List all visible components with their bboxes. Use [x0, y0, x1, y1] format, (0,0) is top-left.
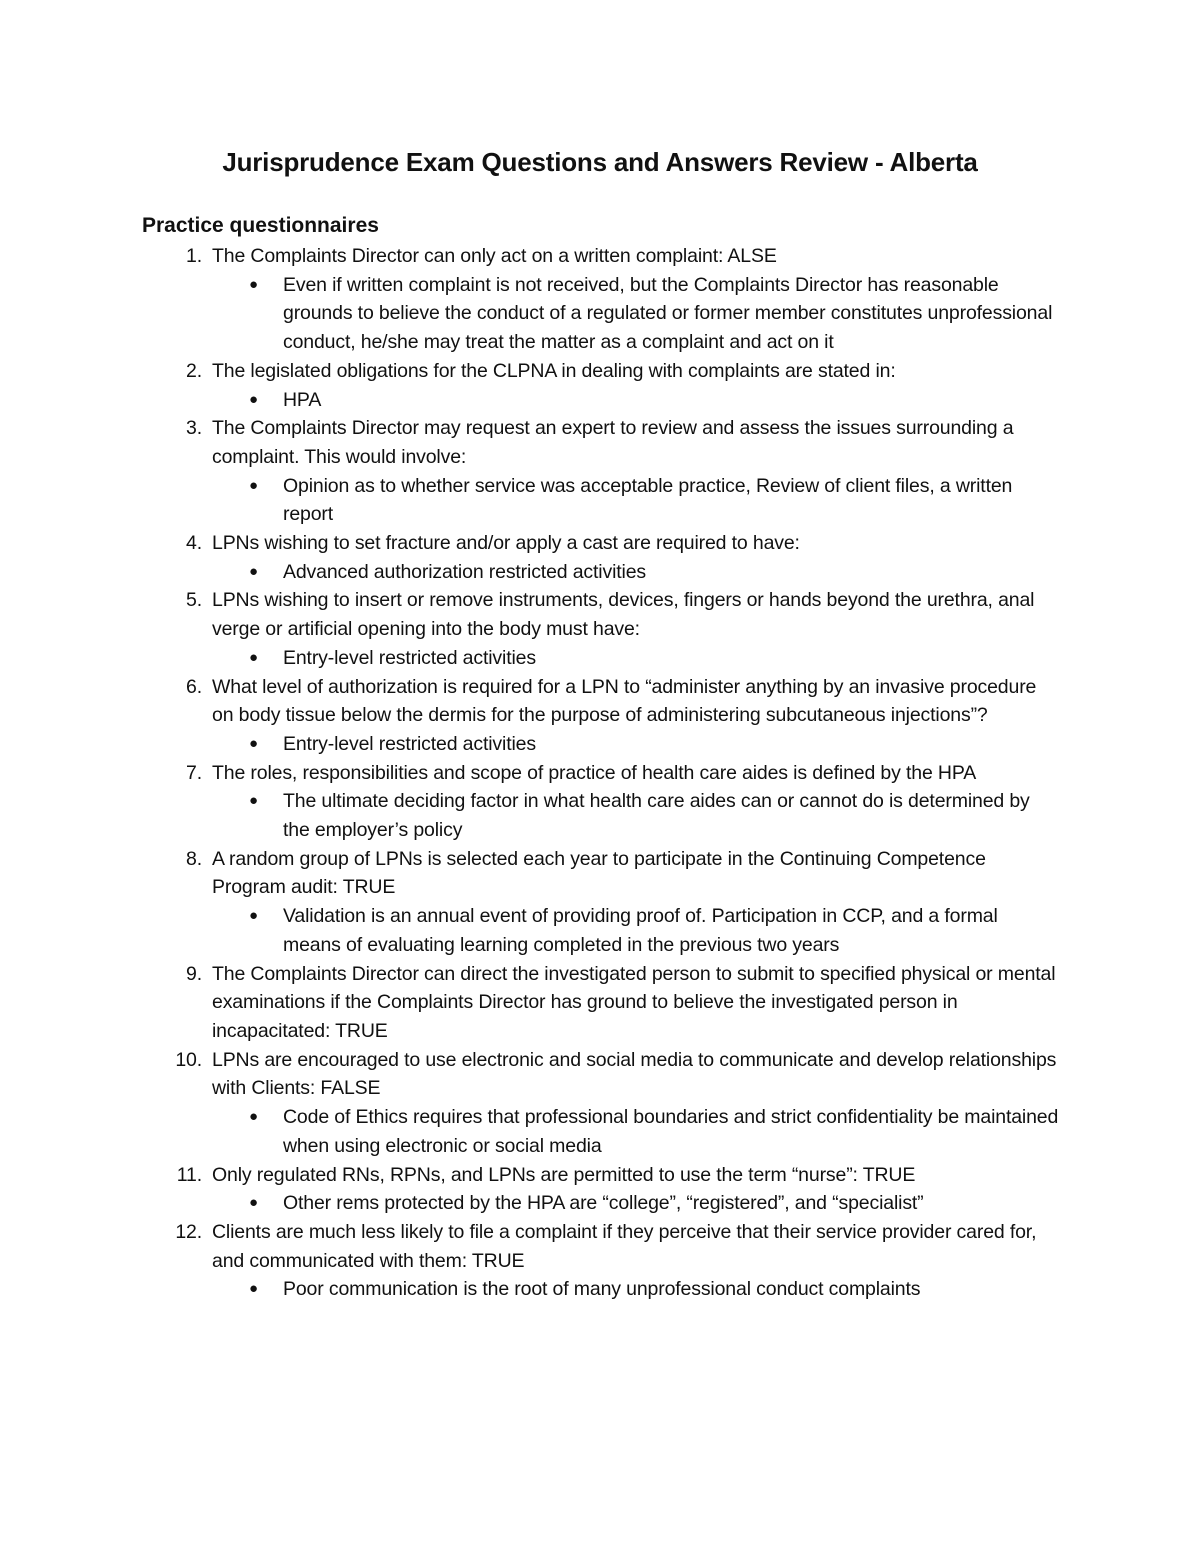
- question-item: [0, 357, 1200, 386]
- answer-text: Advanced authorization restricted activities: [283, 560, 647, 583]
- answer-bullet: [0, 730, 1200, 759]
- question-item: [0, 845, 1200, 902]
- bullet-icon: ●: [249, 734, 258, 752]
- question-number: 11.: [176, 1163, 202, 1186]
- answer-text: Even if written complaint is not received, but the Complaints Director has reasonable grounds to believe the conduct of a regulated or former member constitutes unprofessional conduct, he/she may treat the matter as a complaint and act on it: [283, 273, 1053, 354]
- answer-bullet: [0, 558, 1200, 587]
- answer-text: HPA: [283, 388, 322, 411]
- question-text: The roles, responsibilities and scope of practice of health care aides is defined by the HPA: [212, 761, 977, 784]
- bullet-icon: ●: [249, 792, 258, 810]
- question-text: Only regulated RNs, RPNs, and LPNs are permitted to use the term “nurse”: TRUE: [212, 1163, 916, 1186]
- question-text: The Complaints Director may request an expert to review and assess the issues surrounding a complaint. This would involve:: [212, 417, 1014, 468]
- question-text: The Complaints Director can direct the investigated person to submit to specified physical or mental examinations if the Complaints Director has ground to believe the investigated person in incapacitated: TRUE: [212, 962, 1056, 1042]
- answer-bullet: [0, 1103, 1200, 1160]
- answer-bullet: [0, 386, 1200, 415]
- answer-text: Validation is an annual event of providing proof of. Participation in CCP, and a formal means of evaluating learning completed in the previous two years: [283, 905, 998, 956]
- answer-bullet: [0, 271, 1200, 357]
- bullet-icon: ●: [249, 1280, 258, 1298]
- bullet-icon: ●: [249, 907, 258, 925]
- answer-bullet: [0, 472, 1200, 529]
- question-number: 9.: [186, 962, 202, 985]
- bullet-icon: ●: [249, 1194, 258, 1212]
- answer-bullet: [0, 644, 1200, 673]
- answer-text: The ultimate deciding factor in what health care aides can or cannot do is determined by the employer’s policy: [283, 790, 1030, 842]
- question-number: 6.: [186, 675, 202, 698]
- question-item: [0, 1046, 1200, 1103]
- question-text: LPNs wishing to set fracture and/or apply a cast are required to have:: [212, 532, 800, 555]
- question-number: 12.: [175, 1220, 202, 1243]
- document-title: Jurisprudence Exam Questions and Answers Review - Alberta: [222, 147, 978, 177]
- question-number: 1.: [186, 245, 202, 267]
- question-item: [0, 1161, 1200, 1190]
- question-text: The Complaints Director can only act on a written complaint: ALSE: [212, 245, 777, 267]
- question-number: 10.: [175, 1048, 202, 1071]
- question-item: [0, 414, 1200, 471]
- question-number: 5.: [186, 589, 202, 612]
- answer-bullet: [0, 1275, 1200, 1304]
- question-item: [0, 960, 1200, 1046]
- answer-text: Code of Ethics requires that professional boundaries and strict confidentiality be maintained when using electronic or social media: [283, 1106, 1059, 1157]
- bullet-icon: ●: [249, 648, 258, 666]
- answer-bullet: [0, 1189, 1200, 1218]
- answer-bullet: [0, 787, 1200, 844]
- answer-text: Entry-level restricted activities: [283, 646, 536, 669]
- section-heading: Practice questionnaires: [142, 214, 379, 237]
- bullet-icon: ●: [249, 476, 258, 494]
- answer-text: Opinion as to whether service was acceptable practice, Review of client files, a written report: [283, 474, 1013, 526]
- question-text: LPNs wishing to insert or remove instruments, devices, fingers or hands beyond the urethra, anal verge or artificial opening into the body must have:: [212, 589, 1035, 641]
- question-item: [0, 673, 1200, 730]
- question-item: [0, 586, 1200, 643]
- answer-bullet: [0, 902, 1200, 959]
- question-number: 7.: [186, 761, 202, 784]
- answer-text: Entry-level restricted activities: [283, 732, 536, 755]
- question-number: 2.: [186, 359, 202, 382]
- question-item: [0, 759, 1200, 788]
- question-number: 4.: [186, 532, 202, 555]
- question-text: Clients are much less likely to file a complaint if they perceive that their service provider cared for, and communicated with them: TRUE: [212, 1220, 1037, 1272]
- question-number: 3.: [186, 417, 202, 440]
- question-list: [0, 242, 1200, 1304]
- question-text: What level of authorization is required for a LPN to “administer anything by an invasive procedure on body tissue below the dermis for the purpose of administering subcutaneous injections”?: [212, 675, 1037, 727]
- answer-text: Poor communication is the root of many unprofessional conduct complaints: [283, 1278, 921, 1301]
- question-item: [0, 242, 1200, 271]
- question-item: [0, 529, 1200, 558]
- question-number: 8.: [186, 847, 202, 870]
- question-text: A random group of LPNs is selected each year to participate in the Continuing Competence Program audit: TRUE: [212, 847, 986, 899]
- bullet-icon: ●: [249, 1108, 258, 1126]
- bullet-icon: ●: [249, 562, 258, 580]
- answer-text: Other rems protected by the HPA are “college”, “registered”, and “specialist”: [283, 1192, 924, 1215]
- question-item: [0, 1218, 1200, 1275]
- bullet-icon: ●: [249, 275, 258, 293]
- question-text: LPNs are encouraged to use electronic and social media to communicate and develop relationships with Clients: FALSE: [212, 1048, 1057, 1100]
- bullet-icon: ●: [249, 390, 258, 408]
- question-text: The legislated obligations for the CLPNA in dealing with complaints are stated in:: [212, 359, 896, 382]
